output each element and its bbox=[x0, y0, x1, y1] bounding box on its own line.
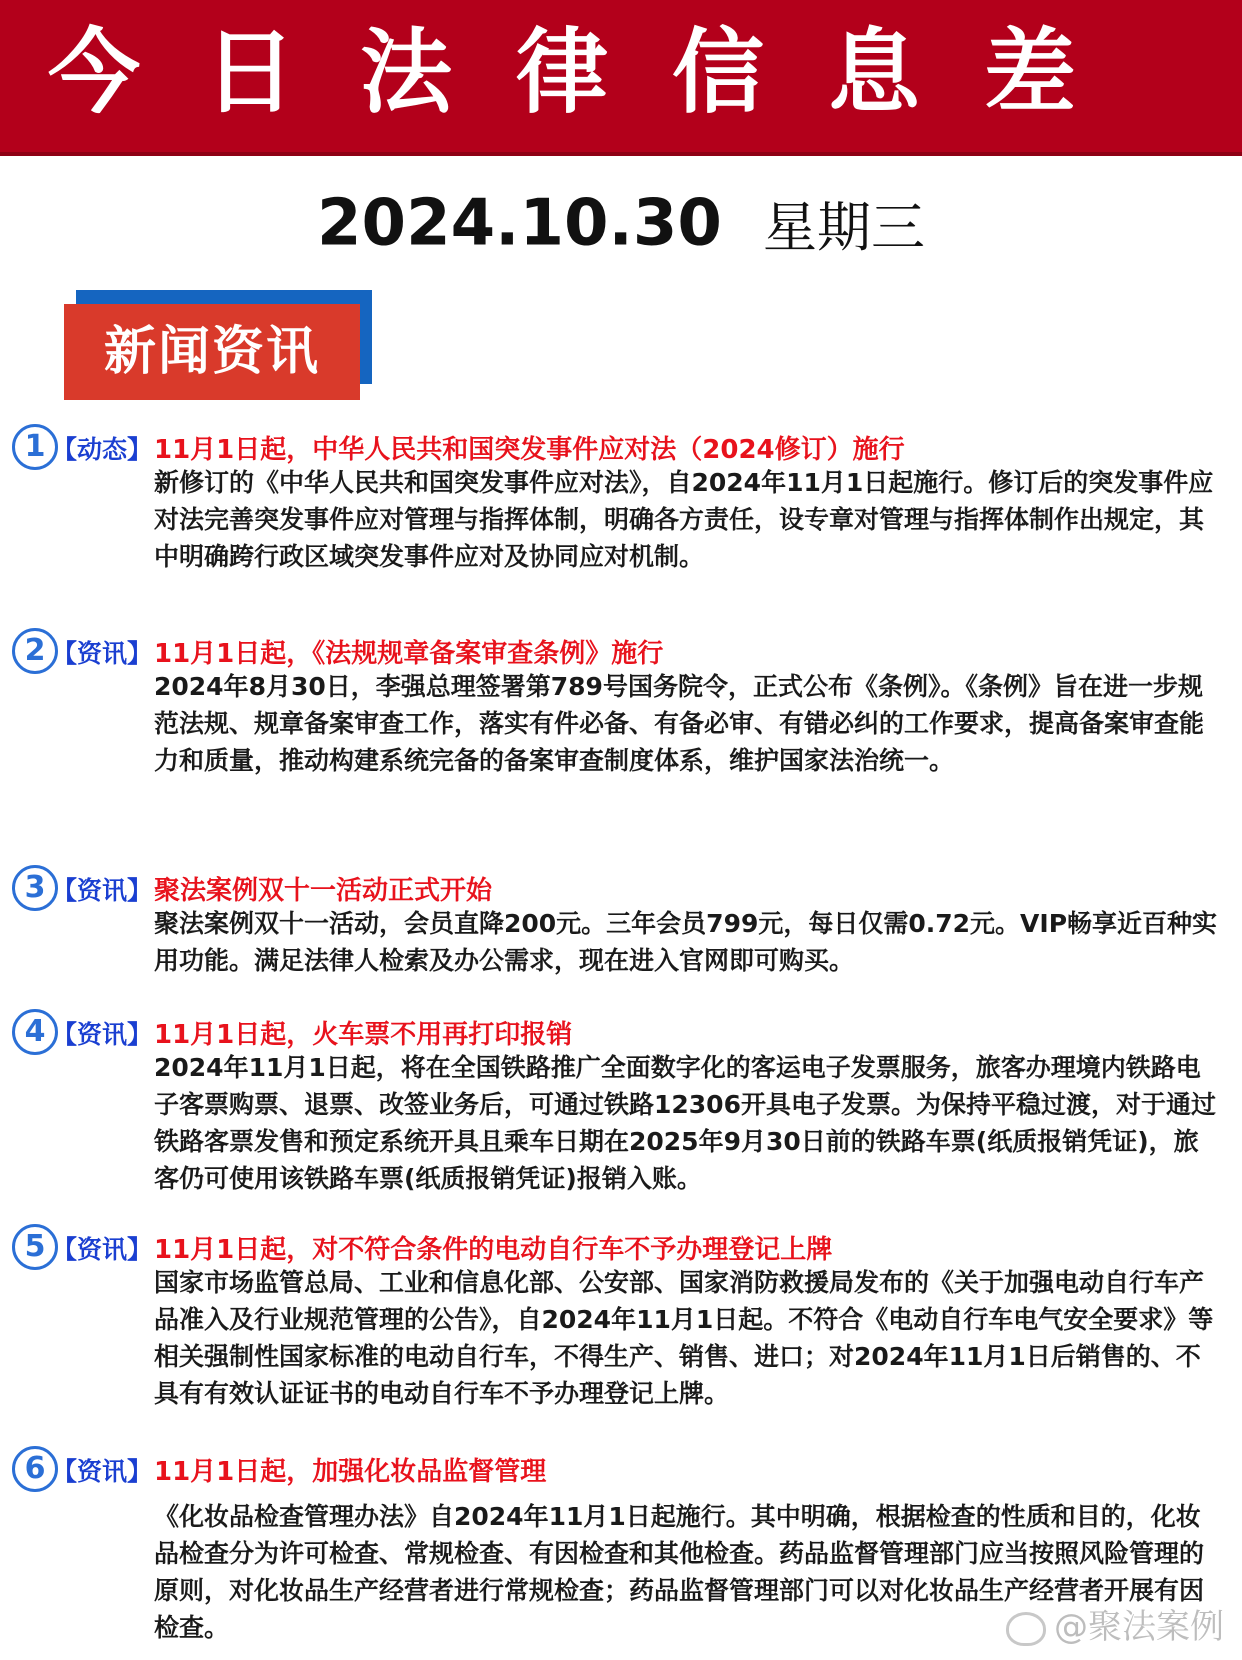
watermark-text: @聚法案例 bbox=[1054, 1607, 1224, 1647]
item-number-badge: 6 bbox=[12, 1446, 58, 1492]
item-headline: 11月1日起，对不符合条件的电动自行车不予办理登记上牌 bbox=[154, 1235, 833, 1265]
item-tag: 【资讯】 bbox=[52, 1457, 153, 1486]
page-title: 今日法律信息差 bbox=[48, 19, 1141, 126]
section-heading: 新闻资讯 bbox=[64, 304, 360, 400]
item-headline: 聚法案例双十一活动正式开始 bbox=[154, 876, 493, 906]
item-tag: 【资讯】 bbox=[52, 876, 153, 905]
item-number-badge: 1 bbox=[12, 424, 58, 470]
item-number-badge: 5 bbox=[12, 1224, 58, 1270]
item-number-badge: 4 bbox=[12, 1009, 58, 1055]
item-tag: 【资讯】 bbox=[52, 639, 153, 668]
item-body: 2024年8月30日，李强总理签署第789号国务院令，正式公布《条例》。《条例》旨在进一步规范法规、规章备案审查工作，落实有件必备、有备必审、有错必纠的工作要求，提高备案审查能力和质量，推动构建系统完备的备案审查制度体系，维护国家法治统一。 bbox=[154, 672, 1205, 775]
item-body: 国家市场监管总局、工业和信息化部、公安部、国家消防救援局发布的《关于加强电动自行车产品准入及行业规范管理的公告》，自2024年11月1日起。不符合《电动自行车电气安全要求》等相关强制性国家标准的电动自行车，不得生产、销售、进口；对2024年11月1日后销售的、不具有有效认证证书的电动自行车不予办理登记上牌。 bbox=[154, 1268, 1214, 1408]
item-headline: 11月1日起，中华人民共和国突发事件应对法（2024修订）施行 bbox=[154, 435, 905, 465]
item-tag: 【资讯】 bbox=[52, 1020, 153, 1049]
item-headline: 11月1日起，《法规规章备案审查条例》施行 bbox=[154, 639, 664, 669]
item-body: 2024年11月1日起，将在全国铁路推广全面数字化的客运电子发票服务，旅客办理境内铁路电子客票购票、退票、改签业务后，可通过铁路12306开具电子发票。为保持平稳过渡，对于通过铁路客票发售和预定系统开具且乘车日期在2025年9月30日前的铁路车票(纸质报销凭证)，旅客仍可使用该铁路车票(纸质报销凭证)报销入账。 bbox=[154, 1053, 1216, 1193]
item-tag: 【动态】 bbox=[52, 435, 153, 464]
item-tag: 【资讯】 bbox=[52, 1235, 153, 1264]
item-headline: 11月1日起，加强化妆品监督管理 bbox=[154, 1457, 547, 1487]
item-body: 聚法案例双十一活动，会员直降200元。三年会员799元，每日仅需0.72元。VIP畅享近百种实用功能。满足法律人检索及办公需求，现在进入官网即可购买。 bbox=[154, 909, 1218, 975]
item-number-badge: 3 bbox=[12, 865, 58, 911]
item-body: 新修订的《中华人民共和国突发事件应对法》，自2024年11月1日起施行。修订后的突发事件应对法完善突发事件应对管理与指挥体制，明确各方责任，设专章对管理与指挥体制作出规定，其中明确跨行政区域突发事件应对及协同应对机制。 bbox=[154, 468, 1214, 571]
item-headline: 11月1日起，火车票不用再打印报销 bbox=[154, 1020, 573, 1050]
weibo-icon bbox=[1006, 1612, 1046, 1646]
watermark bbox=[1006, 1599, 1224, 1648]
weekday-text: 星期三 bbox=[762, 196, 925, 259]
item-number-badge: 2 bbox=[12, 628, 58, 674]
date-text: 2024.10.30 bbox=[317, 186, 722, 261]
item-body: 《化妆品检查管理办法》自2024年11月1日起施行。其中明确，根据检查的性质和目的，化妆品检查分为许可检查、常规检查、有因检查和其他检查。药品监督管理部门应当按照风险管理的原则，对化妆品生产经营者进行常规检查；药品监督管理部门可以对化妆品生产经营者开展有因检查。 bbox=[154, 1502, 1205, 1642]
date-line bbox=[0, 185, 1242, 262]
header-banner bbox=[0, 0, 1242, 156]
